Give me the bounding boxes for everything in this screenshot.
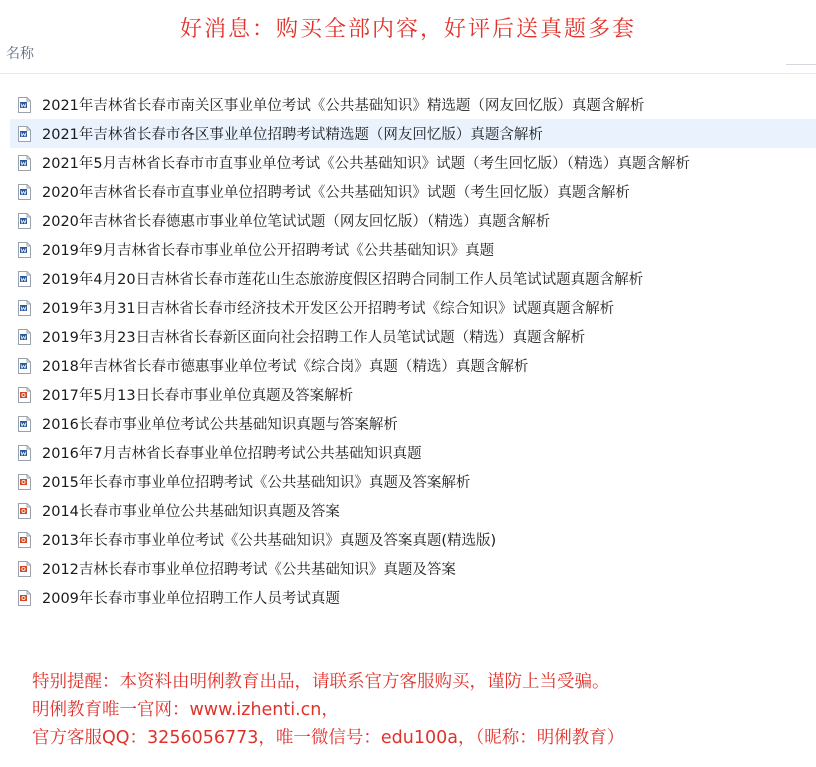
word-doc-icon — [18, 358, 31, 374]
file-name: 2017年5月13日长春市事业单位真题及答案解析 — [42, 388, 354, 404]
pdf-doc-icon — [18, 590, 31, 606]
file-name: 2019年3月23日吉林省长春新区面向社会招聘工作人员笔试试题（精选）真题含解析 — [42, 330, 586, 346]
pdf-doc-icon — [18, 503, 31, 519]
file-name: 2015年长春市事业单位招聘考试《公共基础知识》真题及答案解析 — [42, 475, 471, 491]
word-doc-icon — [18, 184, 31, 200]
column-header-name[interactable]: 名称 — [6, 46, 34, 62]
file-name: 2014长春市事业单位公共基础知识真题及答案 — [42, 504, 340, 520]
file-row[interactable] — [10, 119, 816, 148]
word-doc-icon — [18, 445, 31, 461]
pdf-doc-icon — [18, 474, 31, 490]
file-row[interactable] — [10, 264, 816, 293]
pdf-doc-icon — [18, 387, 31, 403]
file-row[interactable] — [10, 525, 816, 554]
file-row[interactable] — [10, 177, 816, 206]
file-row[interactable] — [10, 380, 816, 409]
footer-notice-line1: 特别提醒：本资料由明俐教育出品，请联系官方客服购买，谨防上当受骗。 — [32, 672, 610, 692]
word-doc-icon — [18, 213, 31, 229]
file-name: 2019年3月31日吉林省长春市经济技术开发区公开招聘考试《综合知识》试题真题含解析 — [42, 301, 615, 317]
file-row[interactable] — [10, 583, 816, 612]
file-row[interactable] — [10, 438, 816, 467]
file-row[interactable] — [10, 235, 816, 264]
pdf-doc-icon — [18, 561, 31, 577]
file-name: 2012吉林长春市事业单位招聘考试《公共基础知识》真题及答案 — [42, 562, 456, 578]
file-row[interactable] — [10, 467, 816, 496]
file-name: 2021年吉林省长春市南关区事业单位考试《公共基础知识》精选题（网友回忆版）真题含解析 — [42, 98, 645, 114]
word-doc-icon — [18, 416, 31, 432]
file-name: 2019年4月20日吉林省长春市莲花山生态旅游度假区招聘合同制工作人员笔试试题真题含解析 — [42, 272, 644, 288]
word-doc-icon — [18, 155, 31, 171]
word-doc-icon — [18, 329, 31, 345]
file-row[interactable] — [10, 322, 816, 351]
file-name: 2020年吉林省长春德惠市事业单位笔试试题（网友回忆版）（精选）真题含解析 — [42, 214, 551, 230]
file-row[interactable] — [10, 554, 816, 583]
file-row[interactable] — [10, 496, 816, 525]
file-name: 2021年5月吉林省长春市市直事业单位考试《公共基础知识》试题（考生回忆版）（精选）真题含解析 — [42, 156, 690, 172]
header-divider — [0, 73, 816, 74]
file-name: 2016年7月吉林省长春事业单位招聘考试公共基础知识真题 — [42, 446, 422, 462]
word-doc-icon — [18, 97, 31, 113]
word-doc-icon — [18, 271, 31, 287]
file-row[interactable] — [10, 90, 816, 119]
header-divider-right — [786, 64, 816, 65]
file-name: 2021年吉林省长春市各区事业单位招聘考试精选题（网友回忆版）真题含解析 — [42, 127, 543, 143]
file-row[interactable] — [10, 293, 816, 322]
promo-banner: 好消息：购买全部内容，好评后送真题多套 — [179, 17, 636, 42]
pdf-doc-icon — [18, 532, 31, 548]
file-row[interactable] — [10, 409, 816, 438]
file-row[interactable] — [10, 206, 816, 235]
file-name: 2020年吉林省长春市直事业单位招聘考试《公共基础知识》试题（考生回忆版）真题含解析 — [42, 185, 630, 201]
footer-notice — [32, 668, 624, 752]
word-doc-icon — [18, 242, 31, 258]
footer-contact-line: 官方客服QQ：3256056773，唯一微信号：edu100a，（昵称：明俐教育） — [32, 728, 625, 748]
file-name: 2016长春市事业单位考试公共基础知识真题与答案解析 — [42, 417, 398, 433]
word-doc-icon — [18, 300, 31, 316]
file-name: 2019年9月吉林省长春市事业单位公开招聘考试《公共基础知识》真题 — [42, 243, 495, 259]
file-row[interactable] — [10, 148, 816, 177]
word-doc-icon — [18, 126, 31, 142]
footer-website-line: 明俐教育唯一官网：www.izhenti.cn， — [32, 700, 339, 720]
file-list — [10, 90, 816, 612]
file-name: 2009年长春市事业单位招聘工作人员考试真题 — [42, 591, 340, 607]
file-name: 2018年吉林省长春市德惠事业单位考试《综合岗》真题（精选）真题含解析 — [42, 359, 529, 375]
file-row[interactable] — [10, 351, 816, 380]
file-name: 2013年长春市事业单位考试《公共基础知识》真题及答案真题(精选版) — [42, 533, 497, 549]
